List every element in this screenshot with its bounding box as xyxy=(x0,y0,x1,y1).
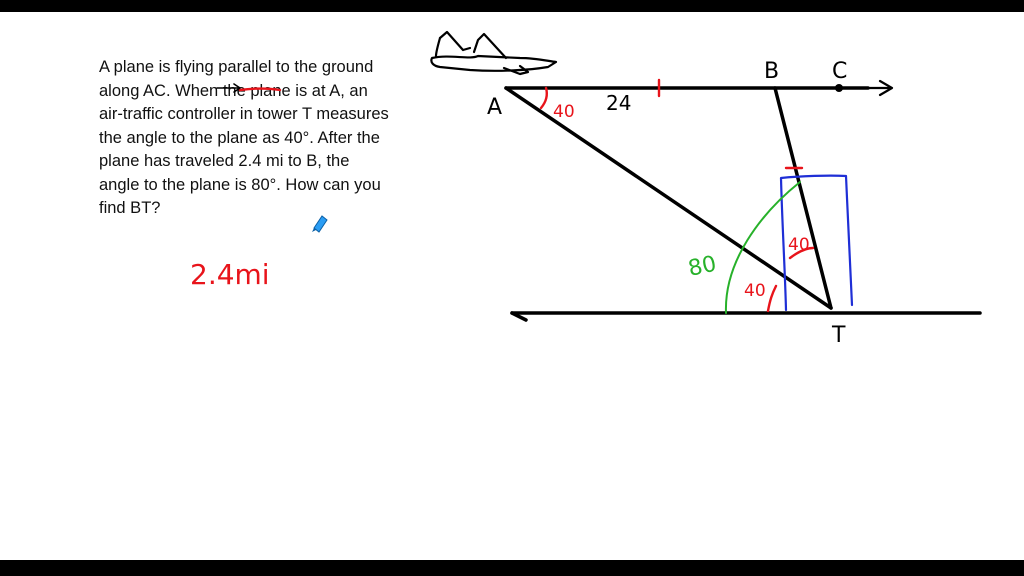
parallel-underline xyxy=(240,89,280,91)
point-label-t: T xyxy=(832,323,846,348)
vector-arrow-mark xyxy=(217,84,240,92)
angle-label-tower: 40 xyxy=(788,235,810,255)
point-c-dot xyxy=(835,84,843,92)
problem-statement: A plane is flying parallel to the ground along AC. When the plane is at A, an air-traffic controller in tower T measures the angle to the plane as 40°. After the plane has traveled 2.4 mi to B, the angle to the plane is 80°. How can you find BT? xyxy=(99,58,389,217)
angle-label-ground: 40 xyxy=(744,281,766,301)
angle-label-a: 40 xyxy=(553,102,575,122)
pen-cursor-icon xyxy=(312,216,327,232)
distance-note: 2.4mi xyxy=(190,258,270,291)
angle-arc-ground xyxy=(768,286,776,311)
point-label-b: B xyxy=(764,59,780,84)
segment-label-ab: 24 xyxy=(606,91,632,115)
angle-label-exterior: 80 xyxy=(686,251,719,282)
point-label-a: A xyxy=(487,95,503,120)
point-label-c: C xyxy=(832,59,848,84)
airplane-sketch-icon xyxy=(431,32,556,74)
angle-arc-a xyxy=(541,88,547,108)
ray-arrow-c xyxy=(868,81,892,95)
